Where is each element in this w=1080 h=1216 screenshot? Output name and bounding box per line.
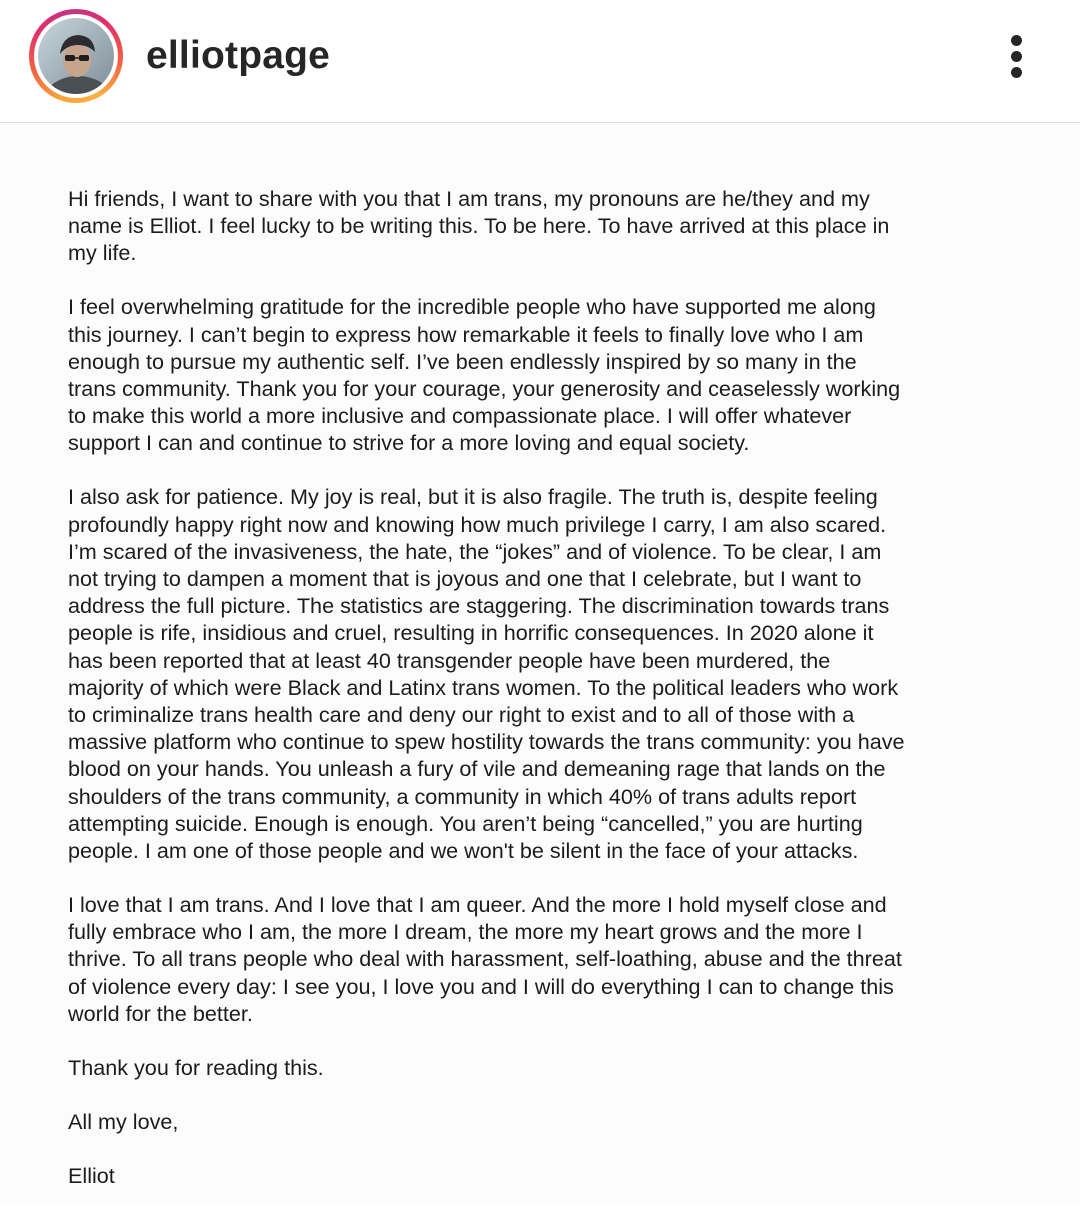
letter-line: not trying to dampen a moment that is joyous and one that I celebrate, but I want to <box>68 566 862 592</box>
letter-line: people is rife, insidious and cruel, resulting in horrific consequences. In 2020 alone it <box>68 620 874 646</box>
letter-paragraph <box>68 185 1028 267</box>
letter-line: name is Elliot. I feel lucky to be writing this. To be here. To have arrived at this place in <box>68 213 890 239</box>
letter-line: enough to pursue my authentic self. I’ve been endlessly inspired by so many in the <box>68 348 857 374</box>
letter-line: massive platform who continue to spew hostility towards the trans community: you have <box>68 729 905 755</box>
letter-line: trans community. Thank you for your courage, your generosity and ceaselessly working <box>68 376 901 402</box>
letter-paragraph <box>68 891 1028 1027</box>
letter-paragraph <box>68 1108 1028 1135</box>
post-header <box>0 0 1080 123</box>
post-image[interactable] <box>0 124 1080 1204</box>
letter-text <box>68 185 1028 1216</box>
letter-line: this journey. I can’t begin to express how remarkable it feels to finally love who I am <box>68 321 864 347</box>
letter-paragraph <box>68 1054 1028 1081</box>
letter-line: profoundly happy right now and knowing how much privilege I carry, I am also scared. <box>68 511 887 537</box>
letter-line: to make this world a more inclusive and compassionate place. I will offer whatever <box>68 403 852 429</box>
letter-line: I also ask for patience. My joy is real, but it is also fragile. The truth is, despite feeling <box>68 484 878 510</box>
more-options-icon <box>1011 35 1022 46</box>
letter-paragraph <box>68 293 1028 456</box>
avatar[interactable] <box>38 18 114 94</box>
letter-line: fully embrace who I am, the more I dream, the more my heart grows and the more I <box>68 919 863 945</box>
letter-line: thrive. To all trans people who deal with harassment, self-loathing, abuse and the threat <box>68 946 902 972</box>
letter-line: I love that I am trans. And I love that I am queer. And the more I hold myself close and <box>68 892 887 918</box>
letter-line: people. I am one of those people and we won't be silent in the face of your attacks. <box>68 838 859 864</box>
avatar-image <box>38 18 114 94</box>
letter-line: my life. <box>68 240 137 266</box>
more-options-icon <box>1011 67 1022 78</box>
letter-line: Hi friends, I want to share with you that I am trans, my pronouns are he/they and my <box>68 186 870 211</box>
avatar-gap <box>34 14 118 98</box>
letter-paragraph <box>68 483 1028 864</box>
letter-line: has been reported that at least 40 transgender people have been murdered, the <box>68 647 831 673</box>
letter-line: I’m scared of the invasiveness, the hate, the “jokes” and of violence. To be clear, I am <box>68 538 882 564</box>
letter-line: All my love, <box>68 1108 179 1134</box>
letter-line: majority of which were Black and Latinx trans women. To the political leaders who work <box>68 674 899 700</box>
letter-line: I feel overwhelming gratitude for the incredible people who have supported me along <box>68 294 876 320</box>
letter-line: world for the better. <box>68 1000 253 1026</box>
letter-line: shoulders of the trans community, a community in which 40% of trans adults report <box>68 783 857 809</box>
letter-line: address the full picture. The statistics are staggering. The discrimination towards trans <box>68 593 890 619</box>
letter-line: Thank you for reading this. <box>68 1054 324 1080</box>
more-options-icon <box>1011 51 1022 62</box>
more-options-button[interactable] <box>1000 30 1034 84</box>
letter-line: blood on your hands. You unleash a fury of vile and demeaning rage that lands on the <box>68 756 886 782</box>
letter-line: attempting suicide. Enough is enough. You aren’t being “cancelled,” you are hurting <box>68 810 863 836</box>
letter-line: to criminalize trans health care and deny our right to exist and to all of those with a <box>68 702 855 728</box>
letter-line: support I can and continue to strive for a more loving and equal society. <box>68 430 750 456</box>
letter-line: of violence every day: I see you, I love you and I will do everything I can to change this <box>68 973 894 999</box>
story-ring[interactable] <box>29 9 123 103</box>
letter-paragraph <box>68 1162 1028 1189</box>
profile-username[interactable]: elliotpage <box>146 34 331 77</box>
letter-line: Elliot <box>68 1162 115 1188</box>
